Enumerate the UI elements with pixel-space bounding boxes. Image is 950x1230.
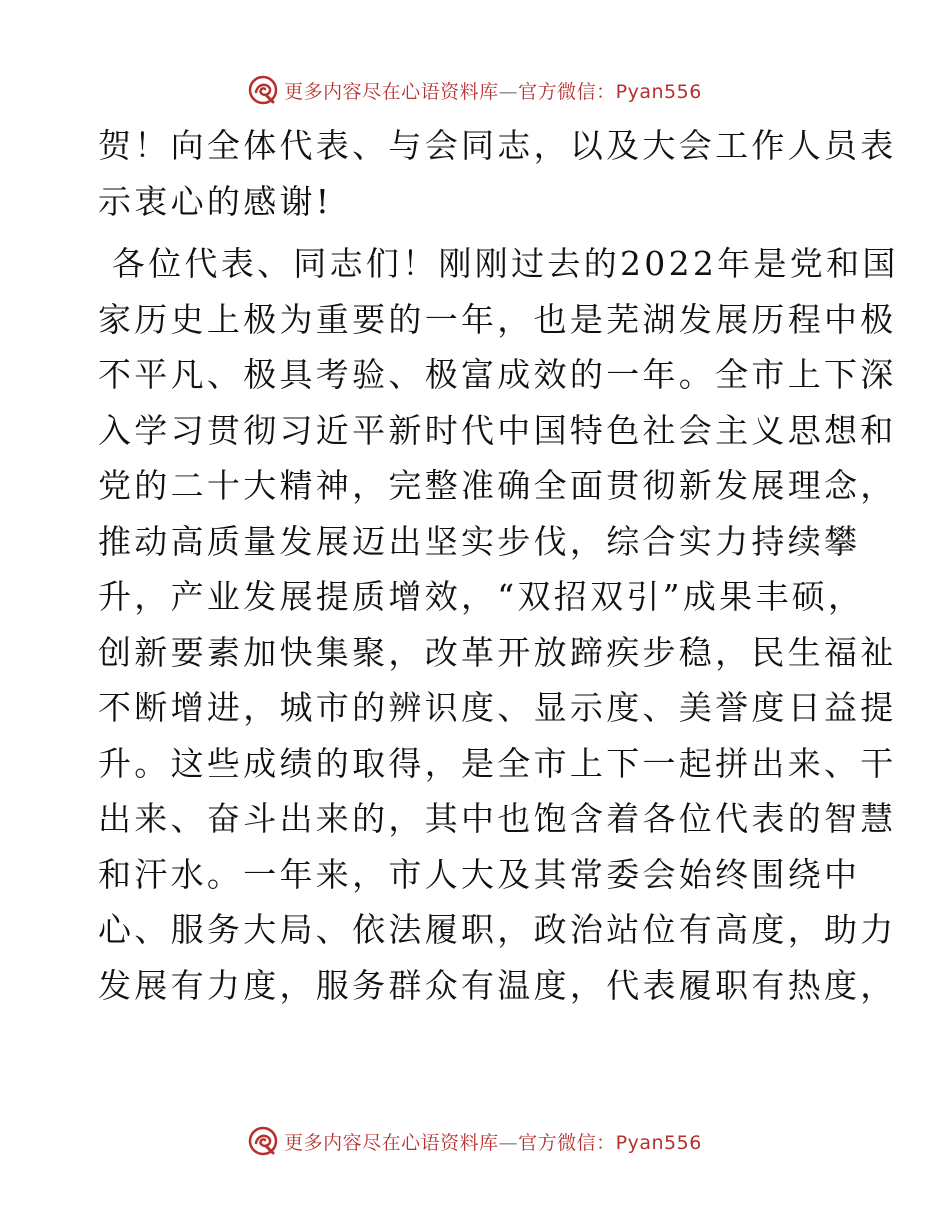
text-line: 发展有力度，服务群众有温度，代表履职有热度，	[98, 965, 897, 1005]
text-line: 示衷心的感谢!	[98, 181, 333, 221]
text-line: 家历史上极为重要的一年，也是芜湖发展历程中极	[98, 299, 897, 339]
text-line: 推动高质量发展迈出坚实步伐，综合实力持续攀	[98, 521, 861, 561]
text-line: 不平凡、极具考验、极富成效的一年。全市上下深	[98, 355, 897, 394]
text-line: 不断增进，城市的辨识度、显示度、美誉度日益提	[98, 688, 897, 727]
text-line: 和汗水。一年来，市人大及其常委会始终围绕中	[98, 854, 861, 894]
paragraph-1	[98, 118, 897, 229]
swirl-logo-icon	[248, 75, 278, 105]
text-line: 心、服务大局、依法履职，政治站位有高度，助力	[98, 910, 897, 949]
swirl-logo-icon	[248, 1126, 278, 1156]
footer-watermark-banner	[0, 1121, 950, 1161]
text-line: 升。这些成绩的取得，是全市上下一起拼出来、干	[98, 743, 897, 783]
paragraph-2	[98, 236, 899, 1013]
header-watermark-banner	[0, 70, 950, 110]
text-line: 党的二十大精神，完整准确全面贯彻新发展理念，	[98, 466, 897, 505]
document-body	[98, 118, 899, 1013]
text-line: 入学习贯彻习近平新时代中国特色社会主义思想和	[98, 410, 897, 450]
watermark-text: 更多内容尽在心语资料库—官方微信：Pyan556	[284, 1131, 702, 1154]
text-line: 贺！向全体代表、与会同志，以及大会工作人员表	[98, 126, 897, 165]
text-line: 创新要素加快集聚，改革开放蹄疾步稳，民生福祉	[98, 632, 897, 672]
text-line: 各位代表、同志们！刚刚过去的2022年是党和国	[98, 244, 899, 283]
text-line: 出来、奋斗出来的，其中也饱含着各位代表的智慧	[98, 799, 897, 838]
watermark-text: 更多内容尽在心语资料库—官方微信：Pyan556	[284, 80, 702, 103]
text-line: 升，产业发展提质增效，“双招双引”成果丰硕，	[98, 577, 865, 616]
